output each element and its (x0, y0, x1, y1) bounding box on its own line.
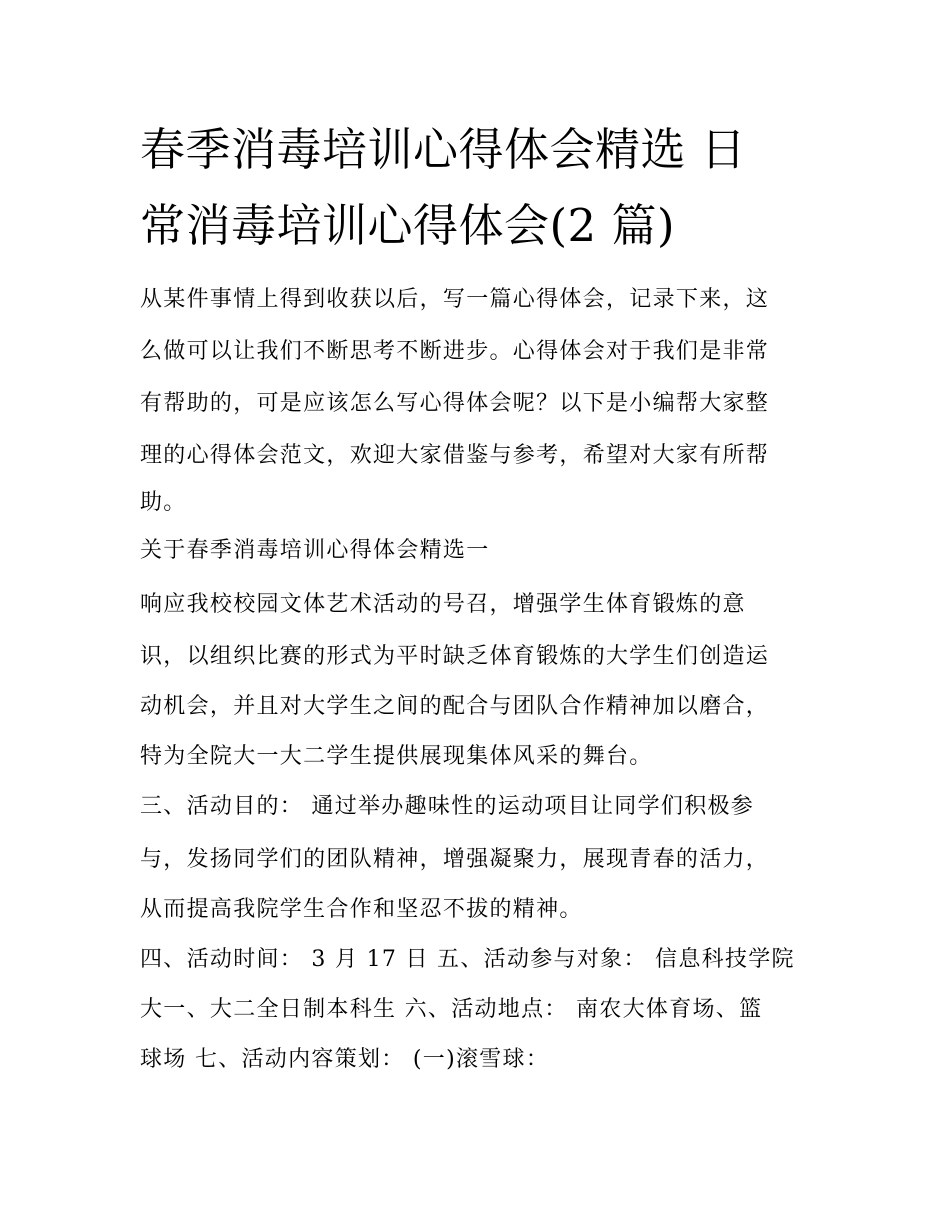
purpose-line-1: 三、活动目的： 通过举办趣味性的运动项目让同学们积极参 (140, 794, 755, 819)
details-line-3: 球场 七、活动内容策划： (一)滚雪球： (140, 1047, 550, 1072)
paragraph-line-3: 动机会，并且对大学生之间的配合与团队合作精神加以磨合， (140, 694, 770, 719)
title-line-2: 常消毒培训心得体会(2 篇) (140, 199, 676, 252)
intro-line-4: 理的心得体会范文，欢迎大家借鉴与参考，希望对大家有所帮 (140, 443, 770, 468)
intro-line-3: 有帮助的，可是应该怎么写心得体会呢？以下是小编帮大家整 (140, 391, 770, 416)
purpose-line-3: 从而提高我院学生合作和坚忍不拔的精神。 (140, 897, 583, 922)
intro-line-5: 助。 (140, 490, 187, 515)
section-heading: 关于春季消毒培训心得体会精选一 (140, 538, 490, 563)
purpose-line-2: 与，发扬同学们的团队精神，增强凝聚力，展现青春的活力， (140, 847, 770, 872)
paragraph-line-1: 响应我校校园文体艺术活动的号召，增强学生体育锻炼的意 (140, 592, 746, 617)
paragraph-line-2: 识，以组织比赛的形式为平时缺乏体育锻炼的大学生们创造运 (140, 644, 770, 669)
intro-line-1: 从某件事情上得到收获以后，写一篇心得体会，记录下来，这 (140, 287, 770, 312)
paragraph-line-4: 特为全院大一大二学生提供展现集体风采的舞台。 (140, 744, 653, 769)
details-line-2: 大一、大二全日制本科生 六、活动地点： 南农大体育场、篮 (140, 997, 763, 1022)
intro-line-2: 么做可以让我们不断思考不断进步。心得体会对于我们是非常 (140, 339, 770, 364)
title-line-1: 春季消毒培训心得体会精选 日 (140, 123, 747, 176)
details-line-1: 四、活动时间： 3 月 17 日 五、活动参与对象： 信息科技学院 (140, 947, 795, 972)
document-title (140, 112, 830, 264)
